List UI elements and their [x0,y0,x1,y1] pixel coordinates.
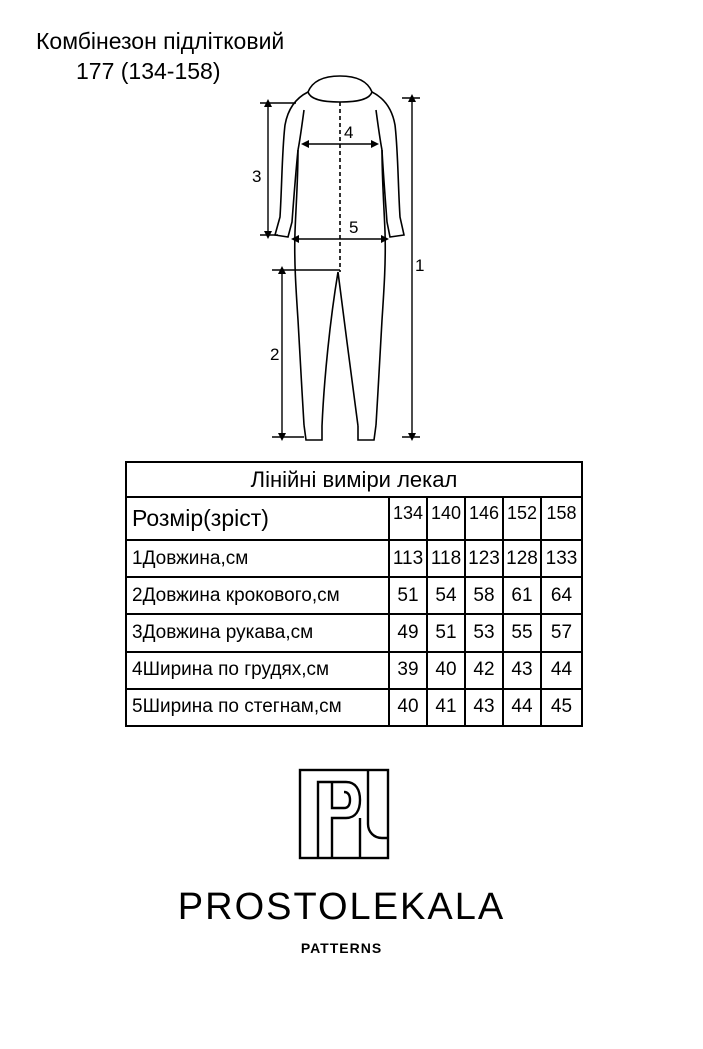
value-cell: 40 [427,652,465,689]
value-cell: 53 [465,614,503,651]
table-row [126,689,582,726]
table-caption: Лінійні виміри лекал [126,462,582,497]
value-cell: 54 [427,577,465,614]
value-cell: 118 [427,540,465,577]
brand-name: PROSTOLEKALA [177,886,506,928]
value-cell: 55 [503,614,541,651]
value-cell: 42 [465,652,503,689]
jumpsuit-diagram [0,0,703,460]
value-cell: 39 [389,652,427,689]
value-cell: 51 [427,614,465,651]
size-cell: 146 [465,497,503,540]
document-subtitle: 177 (134-158) [76,58,221,84]
document-title: Комбінезон підлітковий [36,28,285,54]
table-row [126,652,582,689]
table-row [126,577,582,614]
size-cell: 134 [389,497,427,540]
row-label: 3Довжина рукава,см [126,614,389,651]
value-cell: 41 [427,689,465,726]
value-cell: 45 [541,689,582,726]
value-cell: 61 [503,577,541,614]
dimension-5-label: 5 [349,218,359,237]
row-label: 5Ширина по стегнам,см [126,689,389,726]
value-cell: 123 [465,540,503,577]
dimension-4-label: 4 [344,123,354,142]
table-row [126,540,582,577]
value-cell: 57 [541,614,582,651]
value-cell: 40 [389,689,427,726]
size-cell: 140 [427,497,465,540]
value-cell: 44 [503,689,541,726]
row-label: 4Ширина по грудях,см [126,652,389,689]
size-label: Розмір(зріст) [126,497,389,540]
measurements-table [125,461,581,727]
value-cell: 113 [389,540,427,577]
brand-logo-icon [298,768,390,860]
row-label: 2Довжина крокового,см [126,577,389,614]
value-cell: 58 [465,577,503,614]
value-cell: 128 [503,540,541,577]
dimension-2-label: 2 [270,345,280,364]
value-cell: 133 [541,540,582,577]
value-cell: 51 [389,577,427,614]
row-label: 1Довжина,см [126,540,389,577]
value-cell: 49 [389,614,427,651]
table-row [126,614,582,651]
size-cell: 158 [541,497,582,540]
value-cell: 43 [503,652,541,689]
value-cell: 64 [541,577,582,614]
dimension-3-label: 3 [252,167,262,186]
value-cell: 44 [541,652,582,689]
brand-tagline: PATTERNS [300,940,383,956]
size-cell: 152 [503,497,541,540]
table-row [126,497,582,540]
dimension-1-label: 1 [415,256,425,275]
value-cell: 43 [465,689,503,726]
